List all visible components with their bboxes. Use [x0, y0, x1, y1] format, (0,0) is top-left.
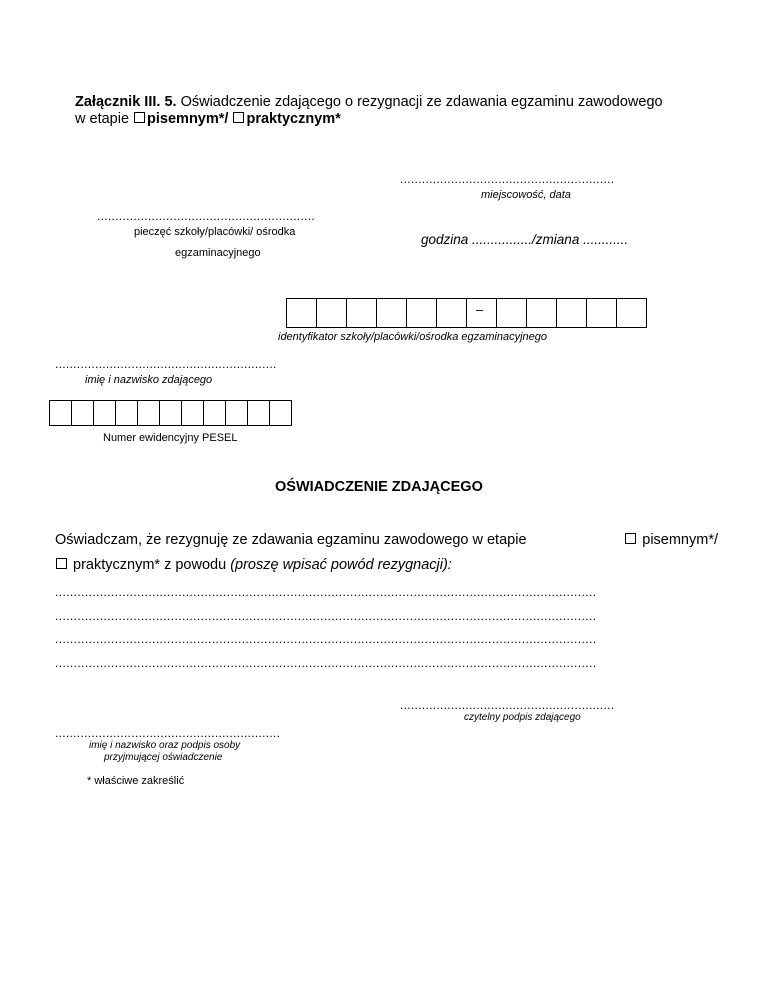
- reason-line[interactable]: .................................................................................................................................................: [55, 632, 597, 646]
- receiver-caption-line1: imię i nazwisko oraz podpis osoby: [89, 740, 241, 751]
- option-practical: praktycznym* z powodu: [73, 557, 227, 573]
- checkbox-practical[interactable]: [56, 558, 67, 569]
- statement-heading: OŚWIADCZENIE ZDAJĄCEGO: [275, 479, 483, 495]
- pesel-cell[interactable]: [116, 400, 138, 426]
- school-id-cell[interactable]: [617, 298, 647, 328]
- school-id-dash: –: [476, 302, 484, 317]
- reason-line[interactable]: .................................................................................................................................................: [55, 585, 597, 599]
- school-id-grid: [286, 298, 647, 328]
- pesel-cell[interactable]: [204, 400, 226, 426]
- pesel-cell[interactable]: [270, 400, 292, 426]
- annex-number: Załącznik III. 5.: [75, 94, 177, 110]
- place-date-field[interactable]: ...........................................................: [400, 172, 615, 186]
- stamp-field[interactable]: ............................................................: [97, 209, 316, 223]
- receiver-caption-line2: przyjmującej oświadczenie: [104, 752, 223, 763]
- pesel-cell[interactable]: [72, 400, 94, 426]
- statement-line2: [55, 557, 452, 573]
- signature-caption: czytelny podpis zdającego: [464, 712, 581, 723]
- statement-line1: [55, 532, 718, 548]
- school-id-cell[interactable]: [377, 298, 407, 328]
- pesel-cell[interactable]: [138, 400, 160, 426]
- school-id-cell[interactable]: [317, 298, 347, 328]
- checkbox-written[interactable]: [625, 533, 636, 544]
- pesel-cell[interactable]: [182, 400, 204, 426]
- checkbox-practical-header[interactable]: [233, 112, 244, 123]
- examinee-name-caption: imię i nazwisko zdającego: [85, 374, 213, 386]
- option-written-header: pisemnym*/: [147, 111, 229, 127]
- school-id-caption: identyfikator szkoły/placówki/ośrodka egzaminacyjnego: [278, 331, 548, 343]
- stamp-caption-line1: pieczęć szkoły/placówki/ ośrodka: [134, 226, 296, 238]
- school-id-cell[interactable]: [287, 298, 317, 328]
- title-line1: Oświadczenie zdającego o rezygnacji ze zdawania egzaminu zawodowego: [180, 94, 663, 110]
- statement-text: Oświadczam, że rezygnuję ze zdawania egzaminu zawodowego w etapie: [55, 532, 527, 548]
- time-shift-field[interactable]: godzina ................/zmiana ............: [421, 232, 629, 247]
- school-id-cell[interactable]: [407, 298, 437, 328]
- option-practical-header: praktycznym*: [246, 111, 341, 127]
- checkbox-written-header[interactable]: [134, 112, 145, 123]
- school-id-dash-cell: [467, 298, 497, 328]
- pesel-cell[interactable]: [160, 400, 182, 426]
- school-id-cell[interactable]: [437, 298, 467, 328]
- pesel-cell[interactable]: [94, 400, 116, 426]
- examinee-name-field[interactable]: .............................................................: [55, 357, 277, 371]
- pesel-cell[interactable]: [50, 400, 72, 426]
- place-date-caption: miejscowość, data: [481, 189, 571, 201]
- pesel-cell[interactable]: [248, 400, 270, 426]
- title-line2-start: w etapie: [75, 111, 130, 127]
- school-id-cell[interactable]: [497, 298, 527, 328]
- signature-field[interactable]: ...........................................................: [400, 698, 615, 712]
- receiver-field[interactable]: ..............................................................: [55, 726, 281, 740]
- option-written: pisemnym*/: [642, 532, 718, 548]
- reason-line[interactable]: .................................................................................................................................................: [55, 656, 597, 670]
- footnote: * właściwe zakreślić: [87, 775, 185, 787]
- school-id-cell[interactable]: [557, 298, 587, 328]
- document-title-line2: [75, 109, 341, 129]
- pesel-caption: Numer ewidencyjny PESEL: [103, 432, 238, 444]
- reason-line[interactable]: .................................................................................................................................................: [55, 609, 597, 623]
- school-id-cell[interactable]: [587, 298, 617, 328]
- school-id-cell[interactable]: [527, 298, 557, 328]
- reason-hint: (proszę wpisać powód rezygnacji):: [230, 557, 452, 573]
- pesel-cell[interactable]: [226, 400, 248, 426]
- school-id-cell[interactable]: [347, 298, 377, 328]
- pesel-grid: [49, 400, 292, 426]
- stamp-caption-line2: egzaminacyjnego: [175, 247, 261, 259]
